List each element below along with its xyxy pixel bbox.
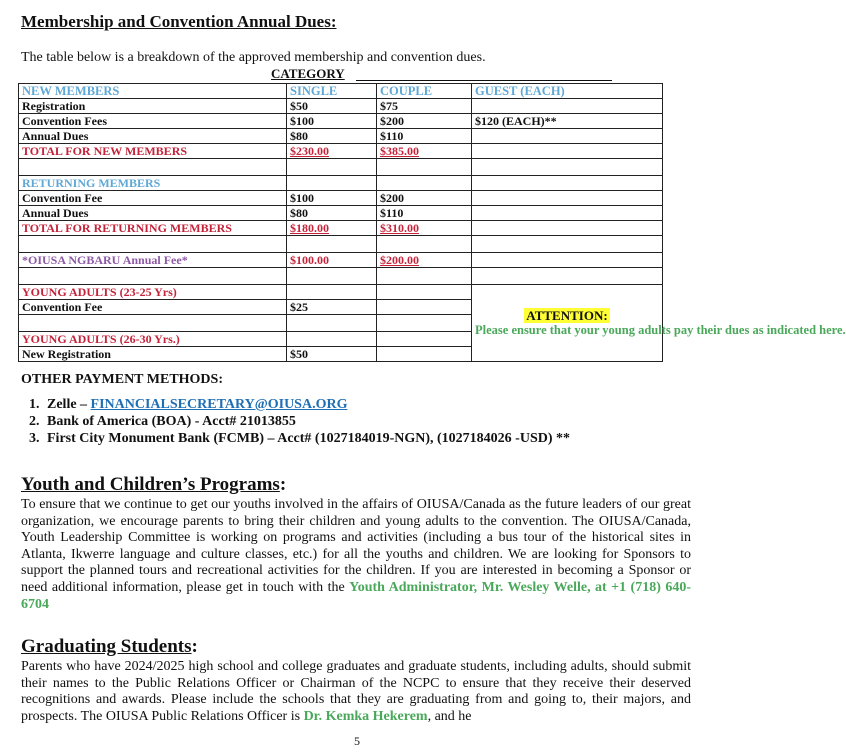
membership-heading: Membership and Convention Annual Dues: [21,12,337,31]
guest-value [472,191,663,206]
zelle-email-link[interactable]: FINANCIALSECRETARY@OIUSA.ORG [90,397,348,412]
attention-title: ATTENTION: [526,308,608,323]
table-row [19,191,663,206]
table-row [19,129,663,144]
row-label: Convention Fee [19,300,287,315]
category-divider [356,80,612,81]
row-label: Convention Fees [19,114,287,129]
youth-programs-heading [21,474,286,496]
couple-value: $385.00 [377,144,472,159]
couple-value: $200 [377,114,472,129]
couple-value [377,300,472,315]
guest-value [472,144,663,159]
row-label: Annual Dues [19,206,287,221]
couple-value: $200 [377,191,472,206]
youth-heading-text: Youth and Children’s Programs [21,474,280,495]
table-header-row [19,84,663,99]
couple-value: $110 [377,129,472,144]
header-couple: COUPLE [377,84,472,99]
table-row-total-new [19,144,663,159]
single-value: $25 [287,300,377,315]
guest-value [472,253,663,268]
graduating-tail-text: , and he [427,708,472,724]
returning-members-label: RETURNING MEMBERS [19,176,287,191]
graduating-heading-text: Graduating Students [21,636,192,657]
couple-value: $310.00 [377,221,472,236]
page-number: 5 [354,734,360,748]
graduating-students-paragraph [21,659,691,725]
table-row-total-returning [19,221,663,236]
graduating-heading-colon: : [191,636,198,657]
guest-value [472,129,663,144]
young-adults-26-30-label: YOUNG ADULTS (26-30 Yrs.) [19,332,287,347]
single-value: $80 [287,206,377,221]
single-value: $100 [287,114,377,129]
row-label: New Registration [19,347,287,362]
young-adults-23-25-label: YOUNG ADULTS (23-25 Yrs) [19,285,287,300]
attention-notice [472,285,846,362]
single-value: $180.00 [287,221,377,236]
table-row-young-23-25 [19,285,663,300]
row-label: Convention Fee [19,191,287,206]
couple-value [377,347,472,362]
row-label: Annual Dues [19,129,287,144]
single-value: $230.00 [287,144,377,159]
zelle-prefix: Zelle – [47,397,91,412]
table-row-returning-header [19,176,663,191]
payment-item-boa: 2. Bank of America (BOA) - Acct# 21013855 [43,413,723,430]
table-spacer-row [19,236,663,253]
table-spacer-row [19,159,663,176]
guest-value [472,99,663,114]
table-row-ngbaru [19,253,663,268]
payment-item-fcmb: 3. First City Monument Bank (FCMB) – Acct# (1027184019-NGN), (1027184026 -USD) ** [43,430,723,447]
graduating-body-text: Parents who have 2024/2025 high school and college graduates and graduate students, including adults, should submit their names to the Public Relations Officer or Chairman of the NCPC to ensure that they receive their deserved recognitions and awards. Please include the schools that they are graduating from and going to, their majors, and prospects. The OIUSA Public Relations Officer is [21,659,691,724]
single-value: $80 [287,129,377,144]
row-label: TOTAL FOR RETURNING MEMBERS [19,221,287,236]
header-new-members: NEW MEMBERS [19,84,287,99]
payment-item-zelle [43,396,723,413]
couple-value: $75 [377,99,472,114]
pr-officer-name: Dr. Kemka Hekerem [303,708,428,724]
table-row [19,114,663,129]
payment-methods-list [23,396,723,447]
header-single: SINGLE [287,84,377,99]
youth-programs-paragraph [21,497,691,613]
header-guest: GUEST (EACH) [472,84,663,99]
attention-text: Please ensure that your young adults pay their dues as indicated here. [475,323,846,337]
table-row [19,99,663,114]
row-label: TOTAL FOR NEW MEMBERS [19,144,287,159]
dues-table [18,83,846,362]
row-label: Registration [19,99,287,114]
graduating-students-heading [21,636,198,658]
single-value: $50 [287,99,377,114]
guest-value [472,206,663,221]
couple-value: $110 [377,206,472,221]
youth-heading-colon: : [279,474,287,495]
youth-body-text: To ensure that we continue to get our youths involved in the affairs of OIUSA/Canada as the future leaders of our great organization, we encourage parents to bring their children and young adults to the convention. The OIUSA/Canada, Youth Leadership Committee is working on programs and activities (including a bus tour of the historical sites in Atlanta, Ikwerre language and culture classes, etc.) for all the youths and children. We are looking for Sponsors to support the planned tours and recreational activities for the children. If you are interested in becoming a Sponsor or need additional information, please get in touch with the [21,497,691,595]
guest-value [472,221,663,236]
table-spacer-row [19,268,663,285]
guest-value: $120 (EACH)** [472,114,663,129]
other-payment-heading: OTHER PAYMENT METHODS: [21,372,223,387]
table-row [19,206,663,221]
youth-contact: Youth Administrator, Mr. Wesley Welle, at +1 (718) 640-6704 [21,579,691,612]
single-value: $100.00 [287,253,377,268]
couple-value: $200.00 [377,253,472,268]
intro-text: The table below is a breakdown of the approved membership and convention dues. [21,50,486,65]
category-label: CATEGORY [271,66,345,81]
row-label: *OIUSA NGBARU Annual Fee* [19,253,287,268]
single-value: $50 [287,347,377,362]
single-value: $100 [287,191,377,206]
